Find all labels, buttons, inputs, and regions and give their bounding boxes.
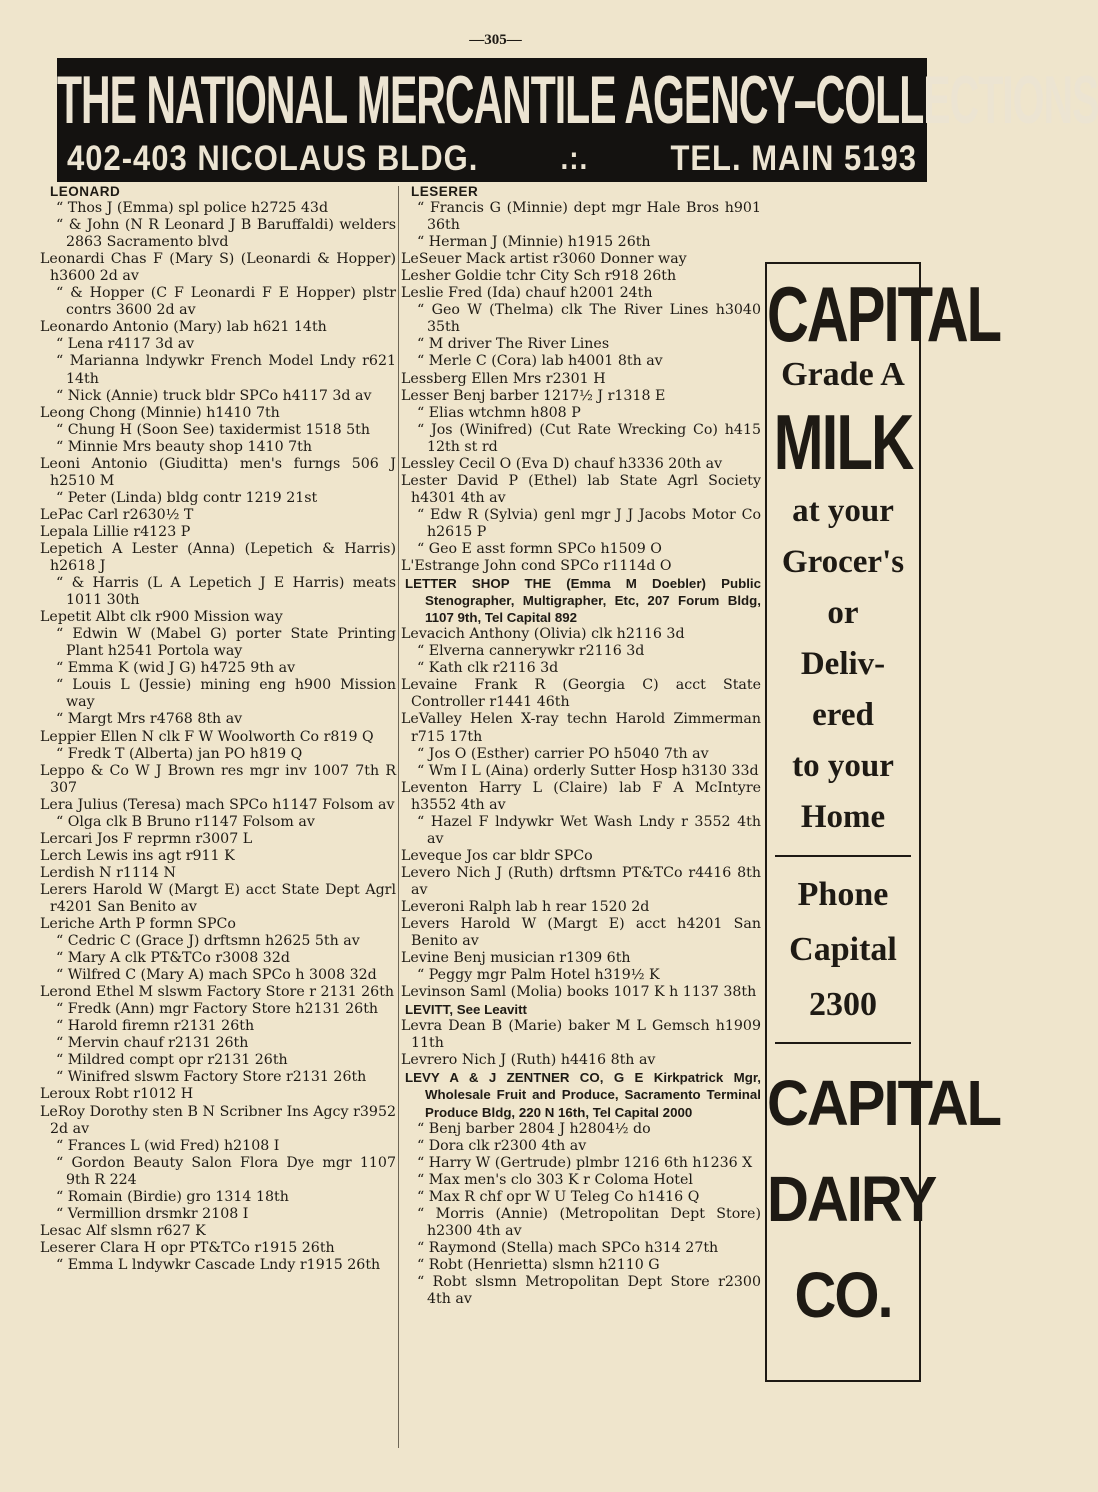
directory-entry: “ Kath clk r2116 3d: [417, 660, 559, 677]
directory-entry: LeValley Helen X-ray techn Harold Zimmerman r715 17th: [401, 711, 761, 745]
directory-entry: “ Fredk (Ann) mgr Factory Store h2131 26th: [56, 1001, 379, 1018]
directory-entry: Levra Dean B (Marie) baker M L Gemsch h1909 11th: [401, 1018, 761, 1052]
directory-entry: “ Minnie Mrs beauty shop 1410 7th: [56, 438, 312, 455]
ad-line: or: [827, 595, 859, 631]
ad-phone-exchange: Capital: [789, 931, 897, 968]
directory-entry: “ Robt (Henrietta) slsmn h2110 G: [417, 1256, 660, 1273]
directory-entry: “ Morris (Annie) (Metropolitan Dept Store) h2300 4th av: [417, 1205, 761, 1239]
directory-entry: “ Vermillion drsmkr 2108 I: [56, 1205, 249, 1222]
directory-entry: “ Geo W (Thelma) clk The River Lines h3040 35th: [417, 302, 761, 336]
directory-entry: Leppo & Co W J Brown res mgr inv 1007 7th R 307: [40, 762, 396, 796]
directory-entry: Leppier Ellen N clk F W Woolworth Co r819 Q: [40, 728, 374, 745]
directory-entry: “ Max men's clo 303 K r Coloma Hotel: [417, 1171, 693, 1188]
directory-entry: Levacich Anthony (Olivia) clk h2116 3d: [401, 626, 685, 643]
directory-entry: Lera Julius (Teresa) mach SPCo h1147 Folsom av: [40, 796, 395, 813]
directory-entry: Lerond Ethel M slswm Factory Store r 2131 26th: [40, 984, 395, 1001]
ad-milk-text: MILK: [773, 398, 913, 486]
directory-entry: Lerdish N r1114 N: [40, 864, 176, 881]
directory-entry: “ Robt slsmn Metropolitan Dept Store r2300 4th av: [417, 1274, 761, 1308]
ad-line: ered: [812, 697, 874, 733]
directory-entry: “ Benj barber 2804 J h2804½ do: [417, 1120, 651, 1137]
ad-company-name: CAPITAL: [767, 1067, 1001, 1140]
directory-entry: “ Jos (Winifred) (Cut Rate Wrecking Co) h415 12th st rd: [417, 421, 761, 455]
directory-entry: “ & Hopper (C F Leonardi F E Hopper) plstr contrs 3600 2d av: [56, 285, 396, 319]
directory-entry: “ Mervin chauf r2131 26th: [56, 1035, 249, 1052]
directory-entry: “ & John (N R Leonard J B Baruffaldi) welders 2863 Sacramento blvd: [56, 217, 396, 251]
directory-entry: Levers Harold W (Margt E) acct h4201 San Benito av: [401, 916, 761, 950]
directory-entry: “ Herman J (Minnie) h1915 26th: [417, 234, 651, 251]
directory-entry: “ Francis G (Minnie) dept mgr Hale Bros h901 36th: [417, 200, 761, 234]
directory-entry: “ Hazel F lndywkr Wet Wash Lndy r 3552 4th av: [417, 813, 761, 847]
ad-line: Grocer's: [781, 544, 905, 580]
directory-entry: “ Mary A clk PT&TCo r3008 32d: [56, 950, 290, 967]
directory-entry: “ Edw R (Sylvia) genl mgr J J Jacobs Motor Co h2615 P: [417, 506, 761, 540]
directory-entry: Levine Benj musician r1309 6th: [401, 950, 631, 967]
ad-divider: [775, 1042, 911, 1044]
directory-entry: LeSeuer Mack artist r3060 Donner way: [401, 251, 687, 268]
directory-entry: Lepala Lillie r4123 P: [40, 523, 191, 540]
directory-entry: Levero Nich J (Ruth) drftsmn PT&TCo r4416 8th av: [401, 864, 761, 898]
directory-entry: “ Cedric C (Grace J) drftsmn h2625 5th av: [56, 933, 360, 950]
banner-separator: .:.: [560, 140, 589, 176]
directory-entry: “ Margt Mrs r4768 8th av: [56, 711, 243, 728]
directory-entry: “ Thos J (Emma) spl police h2725 43d: [56, 200, 329, 217]
directory-entry: “ Emma K (wid J G) h4725 9th av: [56, 660, 296, 677]
column-divider: [398, 186, 399, 1448]
directory-entry: Lercari Jos F reprmn r3007 L: [40, 830, 253, 847]
directory-entry: Leriche Arth P formn SPCo: [40, 916, 236, 933]
ad-phone-number: 2300: [809, 986, 877, 1023]
agency-banner: [57, 58, 1098, 182]
directory-entry: Lesac Alf slsmn r627 K: [40, 1222, 206, 1239]
directory-entry: “ Louis L (Jessie) mining eng h900 Mission way: [56, 677, 396, 711]
display-listing: LEVITT, See Leavitt: [405, 1002, 527, 1018]
directory-entry: “ Mildred compt opr r2131 26th: [56, 1052, 288, 1069]
directory-entry: “ Elverna cannerywkr r2116 3d: [417, 643, 645, 660]
banner-title: THE NATIONAL MERCANTILE AGENCY–COLLECTIONS: [57, 62, 1098, 138]
directory-entry: Lesser Benj barber 1217½ J r1318 E: [401, 387, 666, 404]
directory-entry: “ & Harris (L A Lepetich J E Harris) meats 1011 30th: [56, 575, 396, 609]
directory-entry: Leveroni Ralph lab h rear 1520 2d: [401, 898, 650, 915]
directory-entry: Lester David P (Ethel) lab State Agrl Society h4301 4th av: [401, 472, 761, 506]
directory-entry: Leroux Robt r1012 H: [40, 1086, 194, 1103]
left-column: [40, 183, 396, 1274]
directory-entry: “ Lena r4117 3d av: [56, 336, 195, 353]
directory-entry: “ Marianna lndywkr French Model Lndy r621 14th: [56, 353, 396, 387]
display-listing: LEVY A & J ZENTNER CO, G E Kirkpatrick Mgr, Wholesale Fruit and Produce, Sacramento Terminal Produce Bldg, 220 N 16th, Tel Capital 2000: [405, 1070, 761, 1120]
directory-entry: “ Wilfred C (Mary A) mach SPCo h 3008 32d: [56, 967, 377, 984]
ad-phone-label: Phone: [797, 876, 889, 913]
directory-entry: Lepetit Albt clk r900 Mission way: [40, 609, 283, 626]
directory-entry: LeRoy Dorothy sten B N Scribner Ins Agcy r3952 2d av: [40, 1103, 396, 1137]
ad-company-name: CO.: [794, 1259, 892, 1332]
ad-grade-text: Grade A: [781, 356, 905, 393]
ad-divider: [775, 855, 911, 857]
directory-entry: “ Wm I L (Aina) orderly Sutter Hosp h3130 33d: [417, 762, 759, 779]
page-number: —305—: [469, 32, 522, 48]
directory-entry: “ Max R chf opr W U Teleg Co h1416 Q: [417, 1188, 700, 1205]
section-heading: LESERER: [411, 184, 479, 199]
banner-address: 402-403 NICOLAUS BLDG.: [67, 138, 479, 179]
directory-entry: “ Peggy mgr Palm Hotel h319½ K: [417, 967, 660, 984]
directory-entry: Levrero Nich J (Ruth) h4416 8th av: [401, 1052, 656, 1069]
ad-line: Deliv-: [800, 646, 886, 682]
directory-entry: Leventon Harry L (Claire) lab F A McIntyre h3552 4th av: [401, 779, 761, 813]
directory-entry: Lessberg Ellen Mrs r2301 H: [401, 370, 606, 387]
directory-entry: Leonardi Chas F (Mary S) (Leonardi & Hopper) h3600 2d av: [40, 251, 396, 285]
directory-entry: “ Olga clk B Bruno r1147 Folsom av: [56, 813, 315, 830]
directory-entry: “ Harold firemn r2131 26th: [56, 1018, 255, 1035]
capital-dairy-ad: [765, 262, 1001, 1382]
directory-entry: L'Estrange John cond SPCo r1114d O: [401, 558, 672, 575]
directory-entry: “ Romain (Birdie) gro 1314 18th: [56, 1188, 289, 1205]
directory-entry: Lessley Cecil O (Eva D) chauf h3336 20th av: [401, 455, 723, 472]
directory-entry: “ Fredk T (Alberta) jan PO h819 Q: [56, 745, 303, 762]
directory-entry: “ Frances L (wid Fred) h2108 I: [56, 1137, 280, 1154]
directory-entry: Levaine Frank R (Georgia C) acct State Controller r1441 46th: [401, 677, 761, 711]
directory-entry: “ Emma L lndywkr Cascade Lndy r1915 26th: [56, 1256, 381, 1273]
banner-subline: [67, 138, 917, 179]
directory-entry: “ Dora clk r2300 4th av: [417, 1137, 587, 1154]
directory-entry: “ Raymond (Stella) mach SPCo h314 27th: [417, 1239, 719, 1256]
directory-entry: “ Harry W (Gertrude) plmbr 1216 6th h1236 X: [417, 1154, 753, 1171]
ad-line: Home: [800, 799, 886, 835]
display-listing: LETTER SHOP THE (Emma M Doebler) Public Stenographer, Multigrapher, Etc, 207 Forum Bldg, 1107 9th, Tel Capital 892: [405, 576, 761, 626]
ad-capital-text: CAPITAL: [767, 270, 1001, 359]
banner-phone: TEL. MAIN 5193: [670, 138, 917, 179]
directory-entry: Leonardo Antonio (Mary) lab h621 14th: [40, 319, 327, 336]
directory-entry: “ Elias wtchmn h808 P: [417, 404, 581, 421]
directory-entry: “ Merle C (Cora) lab h4001 8th av: [417, 353, 663, 370]
directory-entry: “ Jos O (Esther) carrier PO h5040 7th av: [417, 745, 709, 762]
ad-line: to your: [792, 748, 894, 784]
directory-entry: Leoni Antonio (Giuditta) men's furngs 506 J h2510 M: [40, 455, 396, 489]
directory-entry: “ Edwin W (Mabel G) porter State Printing Plant h2541 Portola way: [56, 626, 396, 660]
directory-entry: Levinson Saml (Molia) books 1017 K h 1137 38th: [401, 984, 757, 1001]
section-heading: LEONARD: [50, 184, 121, 199]
directory-entry: Lerers Harold W (Margt E) acct State Dept Agrl r4201 San Benito av: [40, 881, 396, 915]
directory-entry: “ Chung H (Soon See) taxidermist 1518 5th: [56, 421, 370, 438]
directory-entry: Lesher Goldie tchr City Sch r918 26th: [401, 268, 677, 285]
directory-entry: “ Geo E asst formn SPCo h1509 O: [417, 540, 662, 557]
directory-entry: Lerch Lewis ins agt r911 K: [40, 847, 235, 864]
directory-entry: Leong Chong (Minnie) h1410 7th: [40, 404, 280, 421]
directory-entry: Leserer Clara H opr PT&TCo r1915 26th: [40, 1239, 335, 1256]
directory-entry: “ Winifred slswm Factory Store r2131 26th: [56, 1069, 367, 1086]
directory-entry: “ M driver The River Lines: [417, 336, 610, 353]
directory-entry: “ Nick (Annie) truck bldr SPCo h4117 3d av: [56, 387, 372, 404]
ad-line: at your: [792, 493, 894, 529]
directory-entry: “ Gordon Beauty Salon Flora Dye mgr 1107 9th R 224: [56, 1154, 396, 1188]
directory-entry: Leveque Jos car bldr SPCo: [401, 847, 593, 864]
directory-entry: Leslie Fred (Ida) chauf h2001 24th: [401, 285, 653, 302]
directory-entry: LePac Carl r2630½ T: [40, 506, 194, 523]
middle-column: [401, 183, 761, 1308]
ad-company-name: DAIRY: [767, 1163, 936, 1236]
directory-entry: Lepetich A Lester (Anna) (Lepetich & Harris) h2618 J: [40, 540, 396, 575]
directory-entry: “ Peter (Linda) bldg contr 1219 21st: [56, 489, 318, 506]
